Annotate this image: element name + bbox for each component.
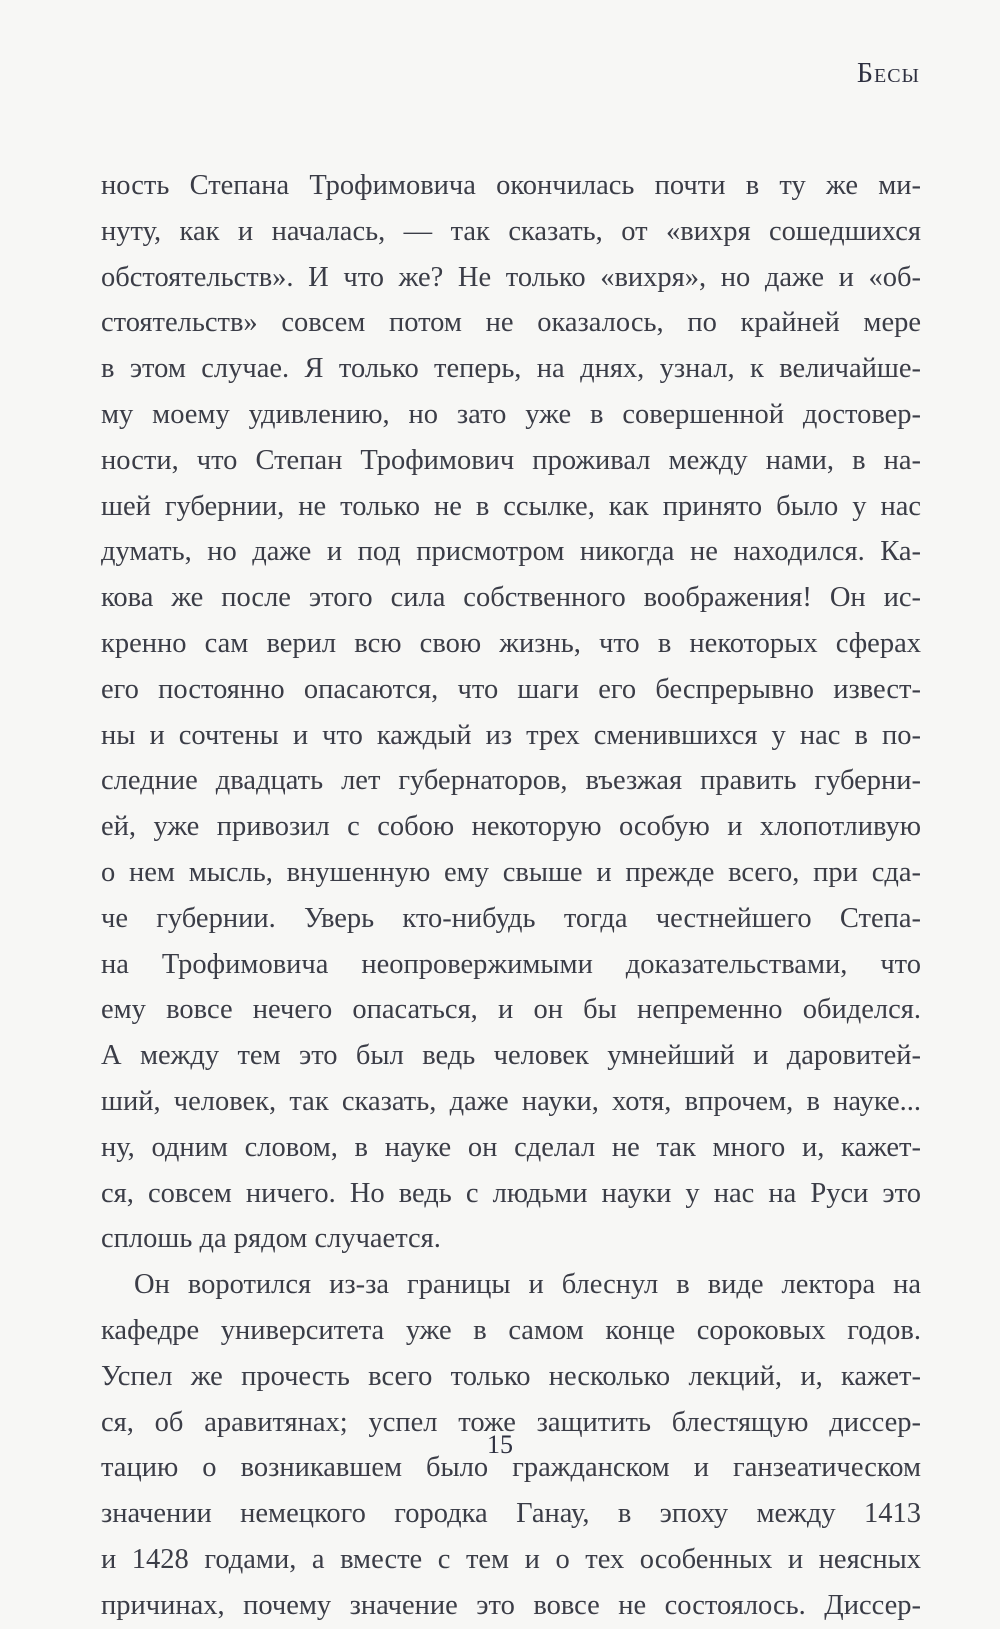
text-line: ности, что Степан Трофимович проживал между нами, в на- — [101, 444, 921, 476]
text-line: ший, человек, так сказать, даже науки, хотя, впрочем, в науке... — [101, 1085, 921, 1117]
text-line: его постоянно опасаются, что шаги его беспрерывно извест- — [101, 673, 921, 705]
text-line: стоятельств» совсем потом не оказалось, по крайней мере — [101, 307, 921, 339]
text-line: кренно сам верил всю свою жизнь, что в некоторых сферах — [101, 627, 921, 659]
text-line: ей, уже привозил с собою некоторую особую и хлопотливую — [101, 811, 921, 843]
text-line: че губернии. Уверь кто-нибудь тогда честнейшего Степа- — [101, 902, 921, 934]
text-line: в этом случае. Я только теперь, на днях, узнал, к величайше- — [101, 353, 921, 385]
text-line: ность Степана Трофимовича окончилась почти в ту же ми- — [101, 170, 921, 201]
text-line: обстоятельств». И что же? Не только «вихря», но даже и «об- — [101, 261, 921, 293]
text-line: ся, совсем ничего. Но ведь с людьми науки у нас на Руси это — [101, 1177, 921, 1209]
text-line: ну, одним словом, в науке он сделал не так много и, кажет- — [101, 1131, 921, 1163]
text-line: и 1428 годами, а вместе с тем и о тех особенных и неясных — [101, 1543, 921, 1575]
text-line: сплошь да рядом случается. — [101, 1223, 441, 1255]
text-line: на Трофимовича неопровержимыми доказательствами, что — [101, 948, 921, 980]
text-line: кафедре университета уже в самом конце сороковых годов. — [101, 1314, 921, 1346]
text-line: А между тем это был ведь человек умнейший и даровитей- — [101, 1040, 921, 1072]
body-text — [101, 163, 921, 1629]
page-number: 15 — [487, 1430, 513, 1459]
text-line: думать, но даже и под присмотром никогда не находился. Ка- — [101, 536, 921, 568]
text-line: Успел же прочесть всего только несколько лекций, и, кажет- — [101, 1360, 921, 1392]
text-line: ему вовсе нечего опасаться, и он бы непременно обиделся. — [101, 994, 921, 1026]
running-head-title: Бесы — [856, 58, 920, 89]
text-line: шей губернии, не только не в ссылке, как принято было у нас — [101, 490, 921, 522]
text-line: о нем мысль, внушенную ему свыше и прежде всего, при сда- — [101, 856, 921, 888]
text-line: ны и сочтены и что каждый из трех сменившихся у нас в по- — [101, 719, 921, 751]
text-line: му моему удивлению, но зато уже в совершенной достовер- — [101, 398, 921, 430]
text-line: причинах, почему значение это вовсе не состоялось. Диссер- — [101, 1589, 921, 1621]
text-line: Он воротился из-за границы и блеснул в виде лектора на — [134, 1269, 921, 1301]
text-line: нуту, как и началась, — так сказать, от «вихря сошедшихся — [101, 215, 921, 247]
text-line: значении немецкого городка Ганау, в эпоху между 1413 — [101, 1498, 921, 1530]
text-line: кова же после этого сила собственного воображения! Он ис- — [101, 582, 921, 614]
text-line: ся, об аравитянах; успел тоже защитить блестящую диссер- — [101, 1406, 921, 1438]
text-line: следние двадцать лет губернаторов, въезжая править губерни- — [101, 765, 921, 797]
paragraph-1 — [101, 163, 921, 1262]
text-line: тацию о возникавшем было гражданском и ганзеатическом — [101, 1452, 921, 1484]
